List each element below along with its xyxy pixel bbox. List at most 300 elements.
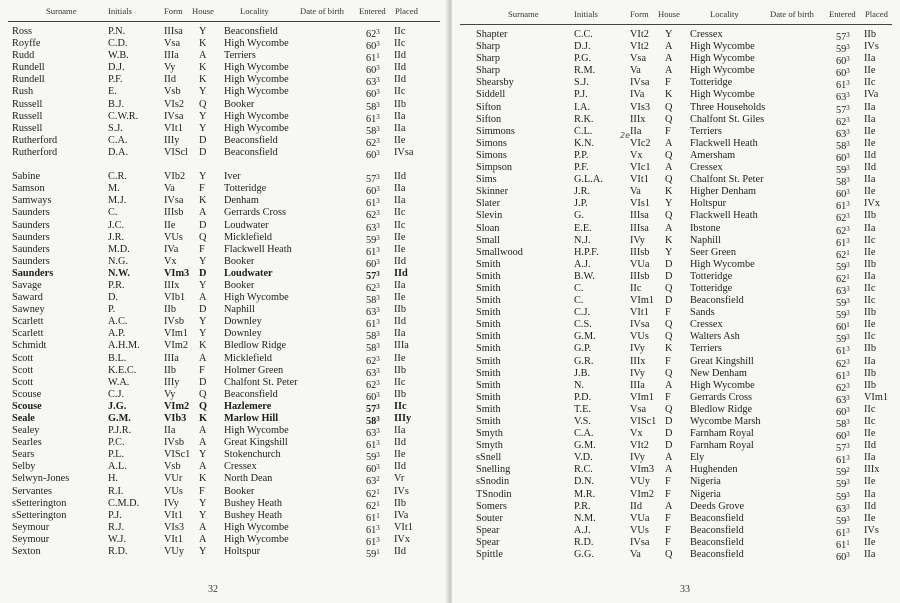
locality-cell: Higher Denham (690, 186, 757, 198)
initials-cell: E.E. (574, 222, 592, 234)
form-cell: IVy (630, 452, 645, 464)
locality-cell: Flackwell Heath (690, 137, 758, 149)
entered-cell: $60^3$ (366, 185, 380, 198)
placed-cell: IIb (864, 379, 877, 391)
initials-cell: P.R. (574, 500, 591, 512)
surname-cell: Shearsby (476, 77, 514, 89)
placed-cell: IIe (864, 476, 876, 488)
surname-cell: Skinner (476, 186, 509, 198)
locality-cell: North Dean (224, 473, 273, 485)
header-locality: Locality (240, 6, 269, 16)
surname-cell: Scouse (12, 388, 42, 400)
surname-cell: Samson (12, 183, 45, 195)
entered-term-superscript: 3 (846, 260, 850, 269)
entered-cell: $61^3$ (366, 439, 380, 452)
placed-cell: IIc (394, 400, 407, 412)
placed-cell: IIIa (394, 340, 409, 352)
locality-cell: Beaconsfield (690, 512, 744, 524)
header-date-of-birth: Date of birth (770, 9, 814, 19)
placed-cell: IIc (394, 376, 406, 388)
entered-term-superscript: 3 (376, 366, 380, 375)
form-cell: VIm2 (164, 400, 190, 412)
locality-cell: Ibstone (690, 222, 721, 234)
table-row (0, 74, 448, 89)
entered-term-superscript: 3 (376, 354, 380, 363)
entered-cell: $62^3$ (366, 354, 380, 367)
entered-cell: $57^3$ (836, 103, 850, 116)
surname-cell: Smith (476, 391, 501, 403)
entered-cell: $63^3$ (836, 502, 850, 515)
entered-term-superscript: 3 (846, 55, 850, 64)
surname-cell: sSetterington (12, 497, 67, 509)
form-cell: VIt1 (164, 509, 183, 521)
entered-term-superscript: 3 (376, 233, 380, 242)
initials-cell: R.J. (108, 521, 125, 533)
surname-cell: Servantes (12, 485, 53, 497)
form-cell: Vy (164, 388, 176, 400)
entered-cell: $63^2$ (366, 475, 380, 488)
form-cell: IVsa (630, 536, 650, 548)
placed-cell: VIt1 (394, 521, 413, 533)
form-cell: IIb (164, 304, 177, 316)
entered-term-superscript: 3 (376, 294, 380, 303)
entered-term-superscript: 3 (376, 100, 380, 109)
house-cell: D (199, 146, 207, 158)
locality-cell: Beaconsfield (224, 26, 278, 37)
entered-term-superscript: 3 (846, 369, 850, 378)
header-entered: Entered (829, 9, 856, 19)
header-surname: Surname (46, 6, 77, 16)
surname-cell: Selwyn-Jones (12, 473, 70, 485)
entered-cell: $62^3$ (836, 212, 850, 225)
table-row (0, 461, 448, 476)
surname-cell: Shapter (476, 29, 508, 40)
initials-cell: C.J. (574, 307, 591, 319)
entered-cell: $62^3$ (836, 381, 850, 394)
entered-cell: $59^3$ (836, 309, 850, 322)
entered-cell: $59^3$ (836, 297, 850, 310)
initials-cell: R.D. (574, 536, 594, 548)
house-cell: Y (199, 497, 207, 509)
entered-cell: $63^3$ (366, 76, 380, 89)
locality-cell: Chalfont St. Giles (690, 113, 765, 125)
entered-cell: $61^1$ (366, 511, 380, 524)
house-cell: K (665, 234, 673, 246)
entered-cell: $62^3$ (836, 357, 850, 370)
entered-term-superscript: 3 (846, 212, 850, 221)
placed-cell: IIc (864, 77, 876, 89)
house-cell: A (665, 500, 673, 512)
entered-term-superscript: 3 (376, 402, 380, 411)
entered-cell: $57^3$ (836, 442, 850, 455)
surname-cell: Schmidt (12, 340, 47, 352)
form-cell: IIIx (164, 279, 180, 291)
table-row (452, 235, 900, 247)
house-cell: Y (199, 110, 207, 122)
surname-cell: Simpson (476, 162, 513, 174)
entered-term-superscript: 3 (846, 284, 850, 293)
header-initials: Initials (108, 6, 132, 16)
table-row (0, 292, 448, 307)
locality-cell: Totteridge (224, 183, 267, 195)
surname-cell: Smith (476, 295, 501, 307)
placed-cell: IIa (394, 425, 406, 437)
locality-cell: Bushey Heath (224, 509, 283, 521)
form-cell: IVsa (164, 110, 184, 122)
locality-cell: Micklefield (224, 231, 273, 243)
table-row (452, 404, 900, 416)
house-cell: Y (665, 246, 673, 258)
locality-cell: Beaconsfield (690, 549, 744, 561)
house-cell: K (199, 62, 207, 74)
entered-cell: $61^3$ (366, 112, 380, 125)
placed-cell: IIc (394, 219, 406, 231)
locality-cell: Beaconsfield (690, 524, 744, 536)
entered-cell: $60^3$ (366, 64, 380, 77)
house-cell: K (199, 195, 207, 207)
surname-cell: Simmons (476, 125, 515, 137)
placed-cell: IId (864, 440, 877, 452)
locality-cell: Gerrards Cross (690, 391, 753, 403)
entered-term-superscript: 1 (376, 499, 380, 508)
entered-term-superscript: 3 (846, 176, 850, 185)
table-row (0, 304, 448, 319)
locality-cell: Naphill (690, 234, 721, 246)
house-cell: A (665, 53, 673, 65)
house-cell: Q (665, 113, 673, 125)
initials-cell: A.L. (108, 461, 127, 473)
house-cell: Y (199, 328, 207, 340)
table-row (0, 256, 448, 268)
surname-cell: TSnodin (476, 488, 512, 500)
table-row (452, 138, 900, 150)
house-cell: F (199, 183, 205, 195)
placed-cell: IIa (864, 355, 876, 367)
table-row (0, 50, 448, 65)
surname-cell: Smith (476, 355, 501, 367)
form-cell: IIIy (164, 134, 180, 146)
entered-term-superscript: 3 (846, 103, 850, 112)
entered-term-superscript: 3 (846, 514, 850, 523)
table-row (0, 316, 448, 331)
table-row (0, 220, 448, 232)
entered-term-superscript: 3 (376, 221, 380, 230)
locality-cell: Micklefield (224, 352, 273, 364)
house-cell: D (199, 134, 207, 146)
locality-cell: Great Kingshill (690, 355, 754, 367)
locality-cell: High Wycombe (224, 292, 289, 304)
entered-term-superscript: 3 (846, 430, 850, 439)
entered-term-superscript: 3 (376, 257, 380, 266)
form-cell: Vx (630, 428, 643, 440)
table-row (452, 247, 900, 259)
placed-cell: IId (394, 62, 407, 74)
form-cell: IIIx (630, 113, 646, 125)
table-row (452, 525, 900, 537)
initials-cell: P.P. (574, 149, 589, 161)
locality-cell: Downley (224, 328, 262, 340)
initials-cell: D.J. (574, 41, 591, 53)
initials-cell: C.R. (108, 171, 127, 183)
placed-cell: IId (394, 437, 407, 449)
initials-cell: S.J. (108, 122, 123, 134)
placed-cell: IIa (394, 110, 406, 122)
house-cell: Q (665, 403, 673, 415)
table-row (0, 522, 448, 534)
placed-cell: IId (394, 74, 407, 86)
entered-term-superscript: 3 (376, 523, 380, 532)
surname-cell: Sawney (12, 304, 45, 316)
form-cell: IVa (630, 89, 645, 101)
table-row (0, 510, 448, 522)
locality-cell: Beaconsfield (224, 134, 278, 146)
placed-cell: IIb (394, 304, 407, 316)
entered-cell: $61^3$ (836, 369, 850, 382)
locality-cell: Terriers (690, 343, 722, 355)
entered-term-superscript: 3 (846, 31, 850, 39)
house-cell: F (665, 512, 671, 524)
house-cell: A (665, 222, 673, 234)
house-cell: A (665, 137, 673, 149)
form-cell: Vsa (630, 403, 647, 415)
entered-term-superscript: 1 (846, 538, 850, 547)
placed-cell: IIc (394, 86, 406, 98)
form-cell: Va (164, 183, 175, 195)
locality-cell: Beaconsfield (690, 295, 744, 307)
entered-cell: $62^1$ (366, 487, 380, 500)
table-row (452, 114, 900, 126)
locality-cell: Booker (224, 279, 255, 291)
house-cell: A (199, 207, 207, 219)
entered-term-superscript: 3 (846, 164, 850, 173)
locality-cell: Chalfont St. Peter (690, 174, 764, 186)
house-cell: Y (199, 509, 207, 521)
entered-cell: $63^3$ (836, 127, 850, 140)
locality-cell: Totteridge (690, 270, 733, 282)
entered-cell: $58^3$ (366, 124, 380, 137)
initials-cell: A.J. (574, 524, 591, 536)
placed-cell: IId (864, 162, 877, 174)
house-cell: K (665, 89, 673, 101)
house-cell: Q (665, 319, 673, 331)
initials-cell: G.P. (574, 343, 592, 355)
initials-cell: J.P. (574, 198, 588, 210)
placed-cell: IId (394, 267, 408, 279)
entered-cell: $58^3$ (366, 330, 380, 343)
entered-term-superscript: 3 (376, 245, 380, 254)
entered-cell: $60^3$ (836, 67, 850, 80)
form-cell: VIm3 (630, 464, 655, 476)
house-cell: Y (199, 279, 207, 291)
surname-cell: Rutherford (12, 134, 58, 146)
surname-cell: Sears (12, 449, 35, 461)
locality-cell: Chalfont St. Peter (224, 376, 298, 388)
entered-cell: $61^3$ (836, 79, 850, 92)
locality-cell: Cressex (224, 461, 257, 473)
placed-cell: IIb (394, 497, 407, 509)
house-cell: Y (199, 122, 207, 134)
initials-cell: A.J. (574, 258, 591, 270)
locality-cell: High Wycombe (690, 53, 755, 65)
initials-cell: N.W. (108, 267, 130, 279)
form-cell: VISc1 (164, 449, 191, 461)
initials-cell: C. (108, 207, 118, 219)
table-row (0, 62, 448, 77)
entered-term-superscript: 1 (376, 487, 380, 496)
initials-cell: C.C. (574, 29, 593, 40)
entered-cell: $63^3$ (836, 284, 850, 297)
entered-cell: $63^3$ (366, 221, 380, 234)
house-cell: Y (665, 198, 673, 210)
locality-cell: Cressex (690, 162, 723, 174)
form-cell: VIm3 (164, 267, 190, 279)
house-cell: K (199, 340, 207, 352)
locality-cell: Amersham (690, 149, 736, 161)
placed-cell: IIe (394, 231, 406, 243)
house-cell: A (665, 162, 673, 174)
table-row (0, 486, 448, 498)
entered-cell: $58^3$ (836, 176, 850, 189)
table-row (0, 99, 448, 111)
entered-cell: $58^3$ (366, 100, 380, 113)
entered-term-superscript: 3 (376, 318, 380, 327)
register-list (452, 29, 900, 564)
placed-cell: IIa (394, 122, 406, 134)
placed-cell: IVs (864, 524, 879, 536)
placed-cell: IVsa (394, 146, 414, 158)
initials-cell: N.J. (574, 234, 591, 246)
house-cell: Q (199, 98, 207, 110)
placed-cell: IIa (394, 279, 406, 291)
placed-cell: IIa (864, 113, 876, 125)
column-header (452, 9, 900, 23)
locality-cell: New Denham (690, 367, 747, 379)
form-cell: IVsa (630, 77, 650, 89)
surname-cell: Simons (476, 149, 507, 161)
entered-cell: $61^1$ (836, 538, 850, 551)
placed-cell: IVx (394, 533, 411, 545)
form-cell: IVsa (630, 319, 650, 331)
surname-cell: Smith (476, 379, 501, 391)
locality-cell: High Wycombe (224, 110, 289, 122)
form-cell: VIm1 (630, 295, 655, 307)
form-cell: VIt2 (630, 29, 649, 40)
table-row (452, 464, 900, 479)
initials-cell: A.H.M. (108, 340, 140, 352)
entered-term-superscript: 3 (846, 236, 850, 245)
entered-term-superscript: 3 (846, 200, 850, 209)
table-row (0, 340, 448, 355)
placed-cell: IId (864, 500, 877, 512)
form-cell: VUr (164, 473, 183, 485)
surname-cell: Souter (476, 512, 503, 524)
initials-cell: B.L. (108, 352, 127, 364)
house-cell: Y (199, 255, 207, 267)
placed-cell: IIa (864, 222, 876, 234)
surname-cell: Smyth (476, 428, 503, 440)
initials-cell: P.R. (108, 279, 125, 291)
surname-cell: Russell (12, 98, 43, 110)
entered-cell: $61^3$ (366, 318, 380, 331)
house-cell: F (199, 364, 205, 376)
entered-term-superscript: 3 (376, 439, 380, 448)
table-row (452, 162, 900, 177)
entered-cell: $59^3$ (836, 490, 850, 503)
header-locality: Locality (710, 9, 739, 19)
surname-cell: Selby (12, 461, 36, 473)
entered-cell: $60^3$ (366, 40, 380, 53)
form-cell: Vx (630, 149, 643, 161)
locality-cell: Deeds Grove (690, 500, 745, 512)
surname-cell: Searles (12, 437, 42, 449)
entered-cell: $60^1$ (836, 321, 850, 334)
form-cell: VUa (630, 512, 650, 524)
locality-cell: Gerrards Cross (224, 207, 287, 219)
surname-cell: Scott (12, 376, 34, 388)
entered-term-superscript: 1 (376, 548, 380, 557)
surname-cell: Smith (476, 258, 501, 270)
form-cell: Vsb (164, 461, 181, 473)
placed-cell: IIb (864, 29, 877, 40)
entered-cell: $63^3$ (836, 393, 850, 406)
locality-cell: Stokenchurch (224, 449, 281, 461)
entered-term-superscript: 3 (846, 91, 850, 100)
surname-cell: Sharp (476, 65, 501, 77)
placed-cell: IIa (394, 328, 406, 340)
entered-cell: $61^3$ (836, 236, 850, 249)
placed-cell: IIe (864, 125, 876, 137)
initials-cell: W.J. (108, 533, 126, 545)
initials-cell: D.N. (574, 476, 595, 488)
table-row (452, 198, 900, 213)
placed-cell: IId (394, 461, 407, 473)
house-cell: K (665, 186, 673, 198)
entered-term-superscript: 3 (846, 79, 850, 88)
locality-cell: Nigeria (690, 476, 721, 488)
house-cell: Q (665, 367, 673, 379)
house-cell: D (665, 270, 673, 282)
left-page (0, 0, 448, 603)
entered-term-superscript: 3 (376, 269, 380, 278)
form-cell: IIIsa (630, 222, 649, 234)
initials-cell: C.A. (574, 428, 594, 440)
entered-term-superscript: 3 (846, 309, 850, 318)
surname-cell: Snelling (476, 464, 511, 476)
surname-cell: Smith (476, 331, 501, 343)
initials-cell: D. (108, 292, 119, 304)
locality-cell: Marlow Hill (224, 413, 279, 424)
handwritten-annotation: 2e (620, 131, 631, 140)
surname-cell: Saunders (12, 255, 50, 267)
entered-term-superscript: 3 (376, 28, 380, 36)
entered-term-superscript: 3 (846, 333, 850, 342)
house-cell: F (665, 536, 671, 548)
placed-cell: IIb (864, 210, 877, 222)
placed-cell: IVa (864, 89, 879, 101)
header-house: House (658, 9, 680, 19)
surname-cell: Seale (12, 413, 35, 424)
placed-cell: IIe (864, 536, 876, 548)
locality-cell: Hughenden (690, 464, 738, 476)
form-cell: IIIy (164, 376, 180, 388)
table-row (452, 343, 900, 358)
table-row (0, 377, 448, 389)
placed-cell: IVs (864, 41, 879, 53)
form-cell: VUs (164, 231, 183, 243)
entered-cell: $63^3$ (366, 427, 380, 440)
surname-cell: Saunders (12, 231, 50, 243)
locality-cell: Terriers (690, 125, 722, 137)
